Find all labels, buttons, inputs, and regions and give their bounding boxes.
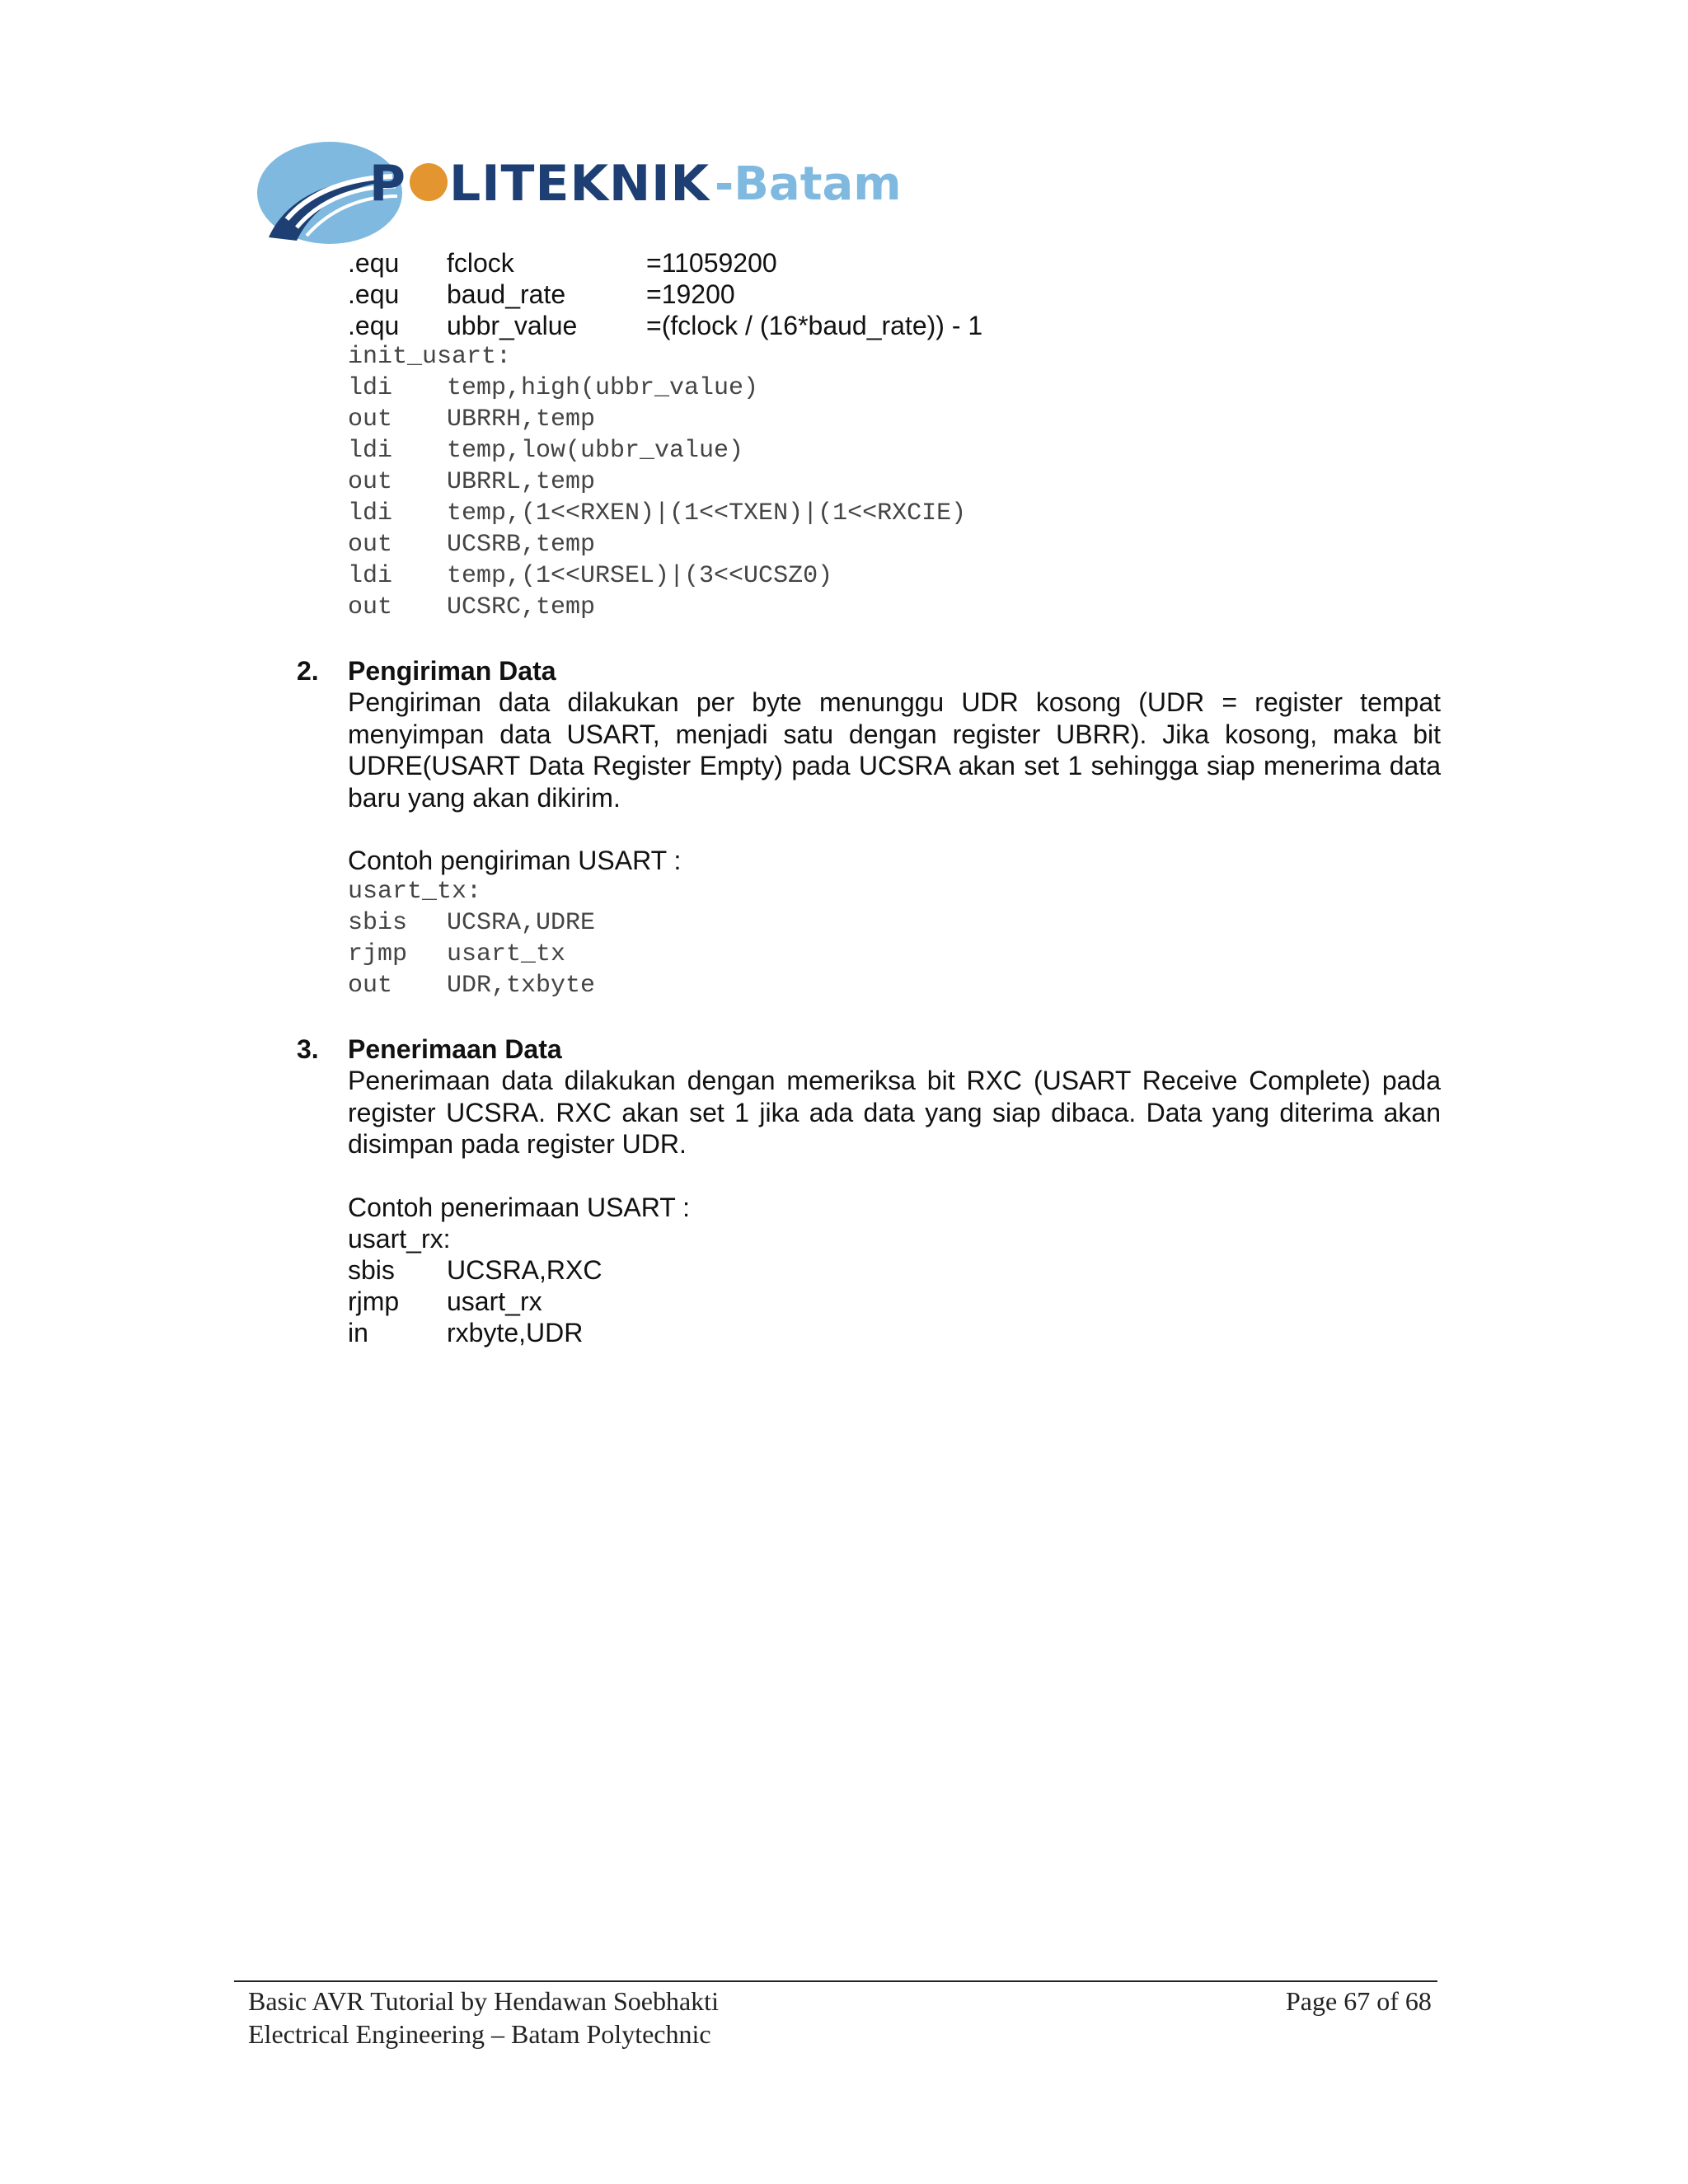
page-number: Page 67 of 68	[1286, 1986, 1432, 2016]
section-paragraph: Penerimaan data dilakukan dengan memeriksa bit RXC (USART Receive Complete) pada register UCSRA. RXC akan set 1 jika ada data yang siap dibaca. Data yang diterima akan disimpan pada register UDR.	[348, 1066, 1441, 1159]
logo-batam: -Batam	[714, 157, 902, 211]
code-operands: usart_tx	[447, 940, 566, 968]
code-label: usart_rx:	[348, 1224, 451, 1254]
footer-title: Basic AVR Tutorial by Hendawan Soebhakti	[248, 1986, 719, 2016]
example-caption: Contoh pengiriman USART :	[348, 846, 682, 875]
equ-value: =(fclock / (16*baud_rate)) - 1	[646, 311, 983, 340]
code-mnemonic: ldi	[348, 374, 393, 402]
equ-symbol: fclock	[447, 248, 514, 278]
code-mnemonic: sbis	[348, 1255, 395, 1285]
code-operands: UCSRB,temp	[447, 531, 596, 559]
code-operands: UCSRA,UDRE	[447, 909, 596, 937]
code-operands: temp,(1<<RXEN)|(1<<TXEN)|(1<<RXCIE)	[447, 499, 967, 527]
equ-directive: .equ	[348, 311, 400, 340]
example-caption: Contoh penerimaan USART :	[348, 1193, 691, 1222]
code-mnemonic: sbis	[348, 909, 408, 937]
code-mnemonic: out	[348, 468, 393, 496]
code-mnemonic: in	[348, 1318, 368, 1347]
code-operands: UBRRH,temp	[447, 405, 596, 434]
logo-p: P	[369, 155, 406, 213]
code-operands: usart_rx	[447, 1286, 542, 1316]
code-mnemonic: ldi	[348, 562, 393, 590]
code-operands: UBRRL,temp	[447, 468, 596, 496]
logo-wordmark	[369, 155, 902, 229]
politeknik-batam-logo	[254, 138, 902, 247]
equ-value: =19200	[646, 279, 735, 309]
logo-orange-dot	[410, 163, 448, 201]
equ-value: =11059200	[646, 248, 777, 278]
code-operands: UDR,txbyte	[447, 972, 596, 1000]
code-operands: rxbyte,UDR	[447, 1318, 584, 1347]
code-mnemonic: out	[348, 531, 393, 559]
logo-liteknik: LITEKNIK	[448, 155, 710, 213]
footer-department: Electrical Engineering – Batam Polytechnic	[248, 2019, 711, 2049]
section-heading: Penerimaan Data	[348, 1034, 562, 1064]
code-operands: temp,(1<<URSEL)|(3<<UCSZ0)	[447, 562, 833, 590]
code-mnemonic: rjmp	[348, 1286, 400, 1316]
code-mnemonic: out	[348, 593, 393, 621]
code-mnemonic: rjmp	[348, 940, 408, 968]
section-number: 3.	[297, 1034, 319, 1064]
code-mnemonic: out	[348, 972, 393, 1000]
equ-symbol: baud_rate	[447, 279, 566, 309]
section-number: 2.	[297, 656, 319, 686]
equ-symbol: ubbr_value	[447, 311, 578, 340]
code-operands: temp,high(ubbr_value)	[447, 374, 759, 402]
code-operands: temp,low(ubbr_value)	[447, 437, 744, 465]
code-operands: UCSRA,RXC	[447, 1255, 603, 1285]
footer-divider	[234, 1980, 1437, 1982]
section-heading: Pengiriman Data	[348, 656, 556, 686]
equ-directive: .equ	[348, 279, 400, 309]
code-mnemonic: out	[348, 405, 393, 434]
code-mnemonic: ldi	[348, 437, 393, 465]
code-operands: UCSRC,temp	[447, 593, 596, 621]
code-mnemonic: ldi	[348, 499, 393, 527]
equ-directive: .equ	[348, 248, 400, 278]
section-paragraph: Pengiriman data dilakukan per byte menunggu UDR kosong (UDR = register tempat menyimpan data USART, menjadi satu dengan register UBRR). Jika kosong, maka bit UDRE(USART Data Register Empty) pada UCSRA akan set 1 sehingga siap menerima data baru yang akan dikirim.	[348, 687, 1441, 813]
